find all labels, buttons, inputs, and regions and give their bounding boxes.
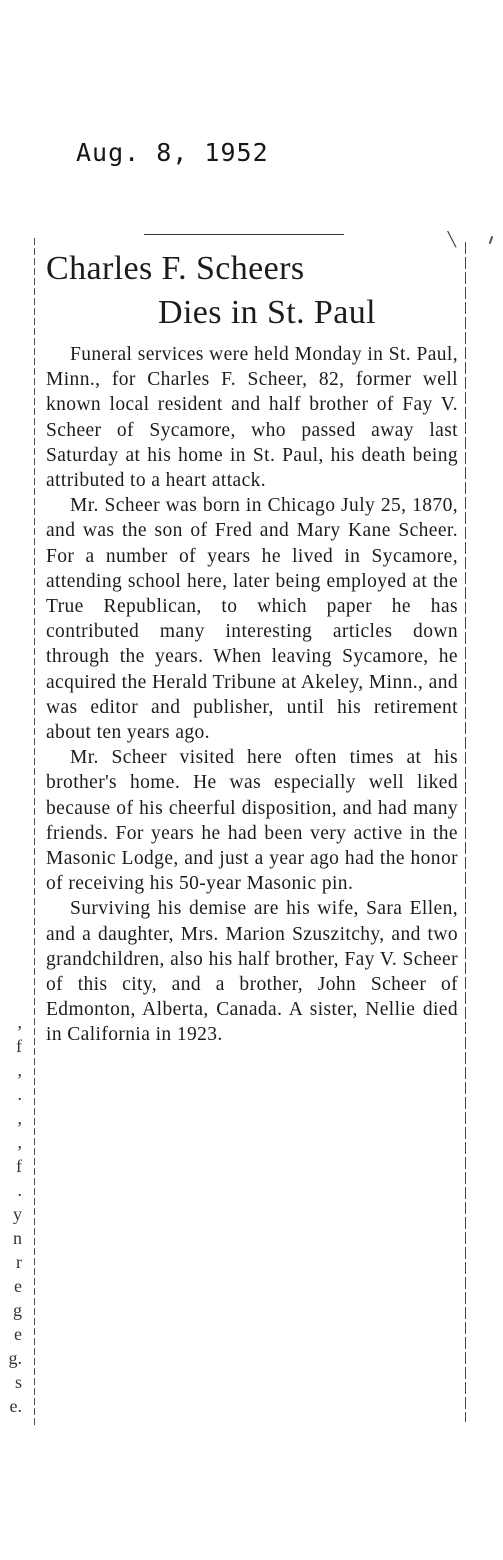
edge-fragment: . bbox=[17, 1084, 22, 1104]
edge-fragment: e bbox=[14, 1324, 22, 1344]
edge-fragment: f bbox=[16, 1036, 22, 1056]
edge-fragment: e bbox=[14, 1276, 22, 1296]
edge-fragment: n bbox=[13, 1228, 22, 1248]
edge-fragment: , bbox=[17, 1012, 22, 1032]
news-clipping bbox=[34, 232, 466, 1428]
corner-mark: ╲ bbox=[447, 232, 456, 248]
edge-fragment: g bbox=[13, 1300, 22, 1320]
edge-fragment: , bbox=[17, 1060, 22, 1080]
clipping-date: Aug. 8, 1952 bbox=[76, 138, 269, 167]
adjacent-column-fragments bbox=[0, 1010, 22, 1418]
edge-fragment: s bbox=[14, 1372, 22, 1392]
edge-fragment: y bbox=[13, 1204, 22, 1224]
column-top-rule bbox=[144, 234, 344, 235]
article-paragraph: Mr. Scheer visited here often times at his brother's home. He was especially well liked because of his cheerful disposition, and had many friends. For years he had been very active in the Masonic Lodge, and just a year ago had the honor of receiving his 50-year Masonic pin. bbox=[46, 747, 458, 895]
article-paragraph: Surviving his demise are his wife, Sara Ellen, and a daughter, Mrs. Marion Szuszitchy, and two grandchildren, also his half brother, Fay V. Scheer of this city, and a brother, John Scheer of Edmonton, Alberta, Canada. A sister, Nellie died in California in 1923. bbox=[46, 898, 458, 1046]
edge-fragment: e. bbox=[9, 1396, 22, 1416]
headline-line-1: Charles F. Scheers bbox=[46, 250, 305, 287]
edge-fragment: , bbox=[17, 1132, 22, 1152]
article-paragraph: Funeral services were held Monday in St. Paul, Minn., for Charles F. Scheer, 82, former well known local resident and half brother of Fay V. Scheer of Sycamore, who passed away last Saturday at his home in St. Paul, his death being attributed to a heart attack. bbox=[46, 344, 458, 492]
edge-fragment: , bbox=[17, 1108, 22, 1128]
article-paragraph: Mr. Scheer was born in Chicago July 25, 1870, and was the son of Fred and Mary Kane Scheer. For a number of years he lived in Sycamore, attending school here, later being employed at the True Republican, to which paper he has contributed many interesting articles down through the years. When leaving Sycamore, he acquired the Herald Tribune at Akeley, Minn., and was editor and publisher, until his retirement about ten years ago. bbox=[46, 495, 458, 744]
edge-fragment: g. bbox=[8, 1348, 22, 1368]
clipping-right-border bbox=[465, 242, 466, 1422]
edge-fragment: f bbox=[16, 1156, 22, 1176]
scan-mark bbox=[489, 236, 494, 244]
article-body bbox=[46, 342, 458, 1048]
clipping-left-border bbox=[34, 238, 35, 1428]
headline-line-2: Dies in St. Paul bbox=[158, 294, 376, 331]
edge-fragment: . bbox=[17, 1180, 22, 1200]
edge-fragment: r bbox=[16, 1252, 22, 1272]
